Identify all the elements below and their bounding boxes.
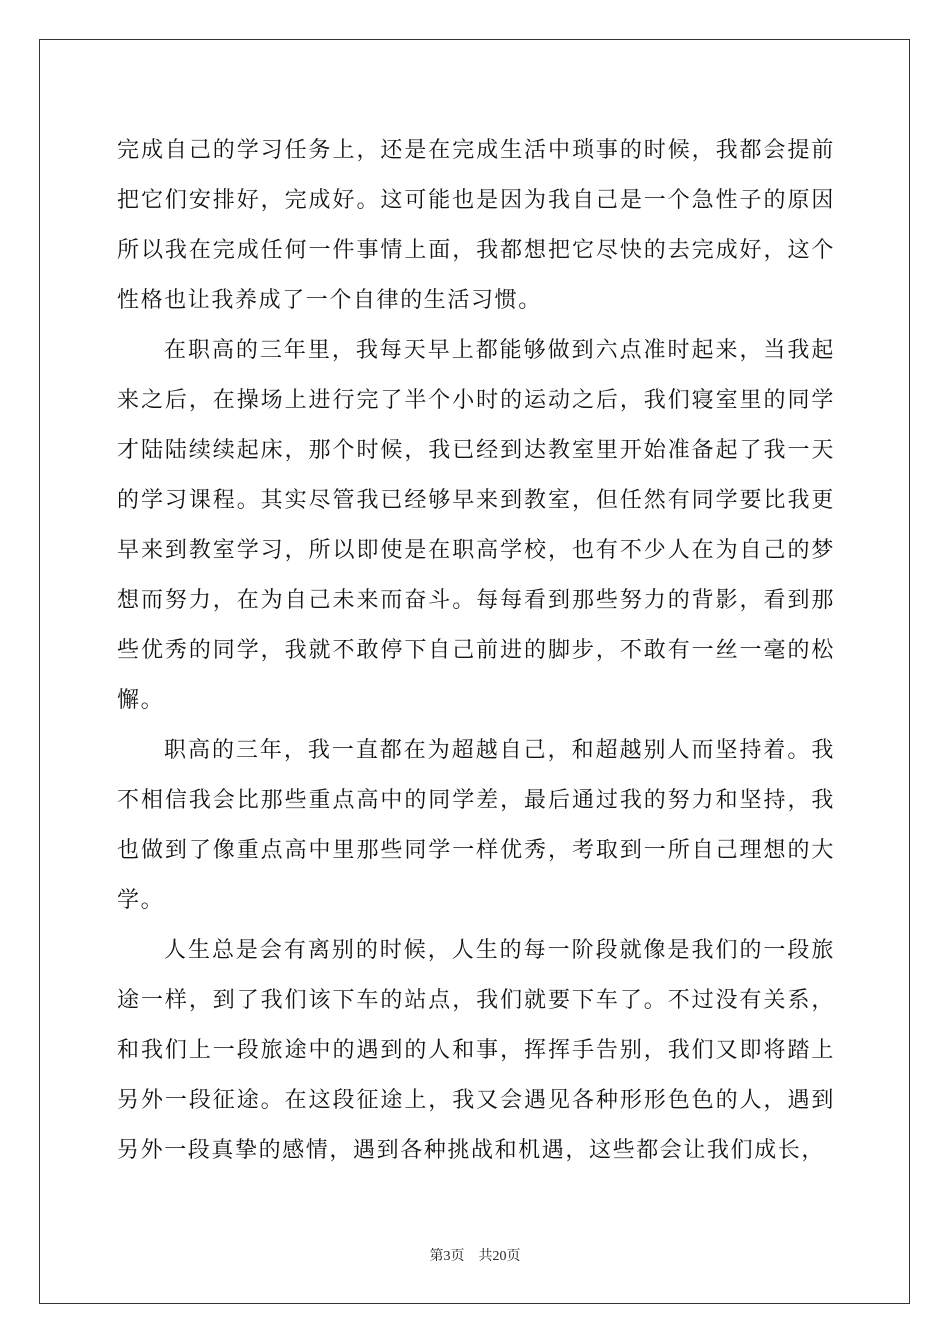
text-line: 才陆陆续续起床，那个时候，我已经到达教室里开始准备起了我一天: [117, 438, 835, 463]
text-line: 把它们安排好，完成好。这可能也是因为我自己是一个急性子的原因: [117, 188, 835, 213]
paragraph: [117, 326, 835, 726]
text-line: 职高的三年，我一直都在为超越自己，和超越别人而坚持着。我: [164, 738, 835, 763]
text-line: 在职高的三年里，我每天早上都能够做到六点准时起来，当我起: [164, 338, 835, 363]
text-line: 不相信我会比那些重点高中的同学差，最后通过我的努力和坚持，我: [117, 788, 835, 813]
text-line: 来之后，在操场上进行完了半个小时的运动之后，我们寝室里的同学: [117, 388, 835, 413]
text-line: 途一样，到了我们该下车的站点，我们就要下车了。不过没有关系，: [117, 988, 835, 1013]
text-line: 些优秀的同学，我就不敢停下自己前进的脚步，不敢有一丝一毫的松: [117, 638, 835, 663]
text-line: 想而努力，在为自己未来而奋斗。每每看到那些努力的背影，看到那: [117, 588, 835, 613]
paragraph: [117, 926, 835, 1176]
text-line: 懈。: [117, 688, 165, 713]
paragraph: [117, 126, 835, 326]
text-line: 所以我在完成任何一件事情上面，我都想把它尽快的去完成好，这个: [117, 238, 835, 263]
text-line: 早来到教室学习，所以即使是在职高学校，也有不少人在为自己的梦: [117, 538, 835, 563]
footer-gap: [465, 1249, 479, 1264]
document-body: [117, 126, 835, 1176]
text-line: 的学习课程。其实尽管我已经够早来到教室，但任然有同学要比我更: [117, 488, 835, 513]
text-line: 也做到了像重点高中里那些同学一样优秀，考取到一所自己理想的大: [117, 838, 835, 863]
text-line: 另外一段真挚的感情，遇到各种挑战和机遇，这些都会让我们成长，: [117, 1138, 826, 1163]
text-line: 完成自己的学习任务上，还是在完成生活中琐事的时候，我都会提前: [117, 138, 835, 163]
page-number: 第3页: [429, 1249, 465, 1264]
text-line: 性格也让我养成了一个自律的生活习惯。: [117, 288, 542, 313]
paragraph: [117, 726, 835, 926]
text-line: 人生总是会有离别的时候，人生的每一阶段就像是我们的一段旅: [164, 938, 835, 963]
text-line: 学。: [117, 888, 165, 913]
text-line: 另外一段征途。在这段征途上，我又会遇见各种形形色色的人，遇到: [117, 1088, 835, 1113]
page-total: 共20页: [478, 1249, 521, 1264]
text-line: 和我们上一段旅途中的遇到的人和事，挥挥手告别，我们又即将踏上: [117, 1038, 835, 1063]
page-footer: [0, 1245, 950, 1265]
